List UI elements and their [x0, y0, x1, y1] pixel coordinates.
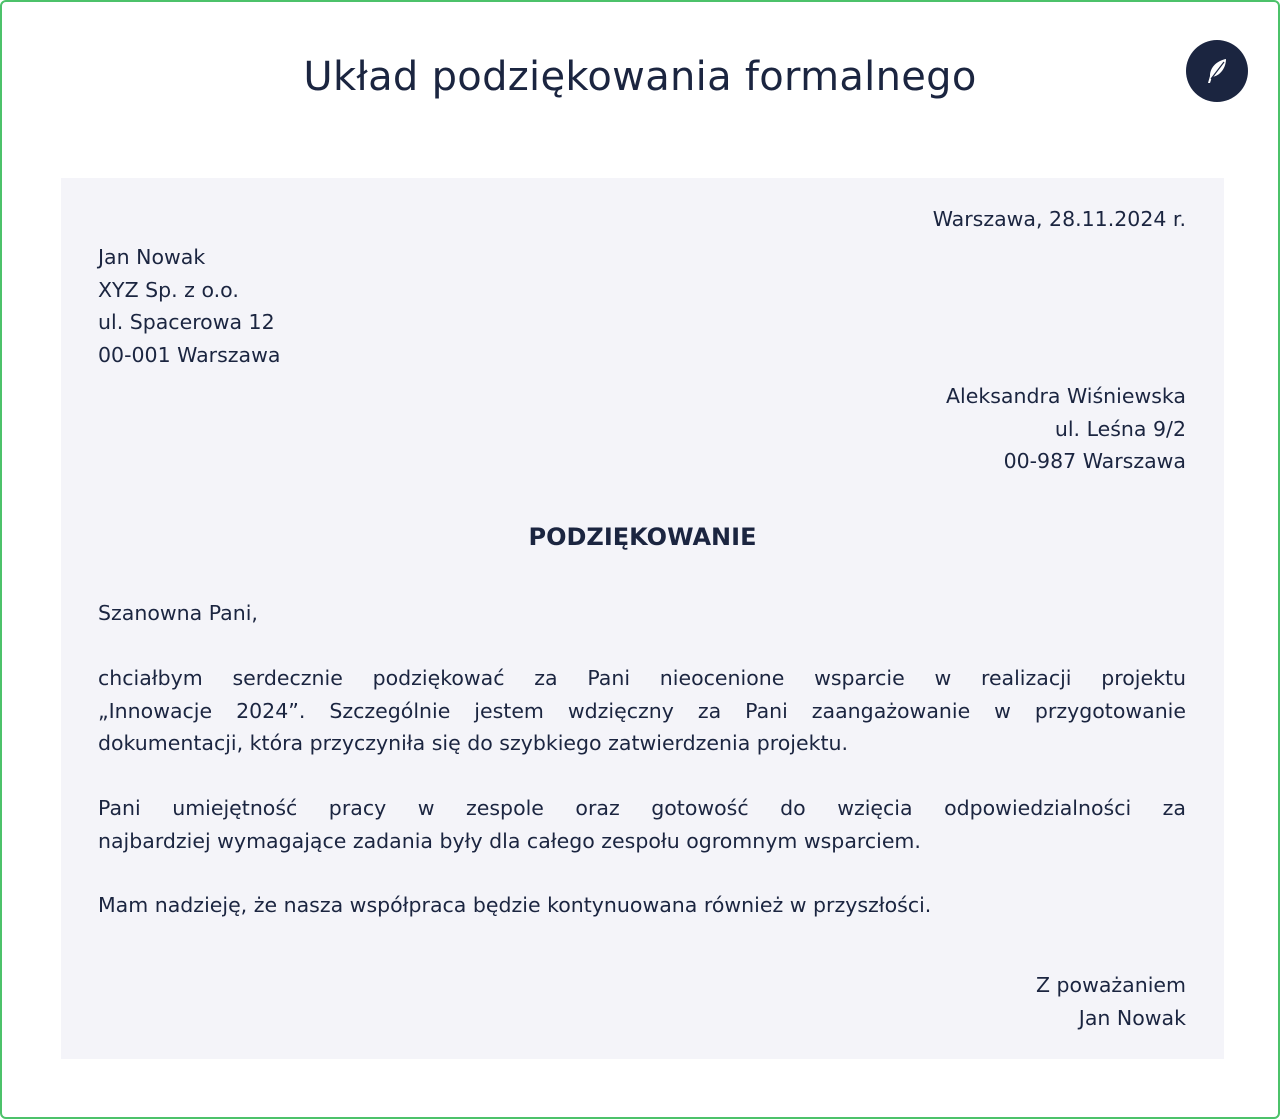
paragraph-line: chciałbym serdecznie podziękować za Pani nieocenione wsparcie w realizacji projektu [98, 666, 1186, 690]
closing: Z poważaniem [1035, 973, 1186, 997]
paragraph-line: Pani umiejętność pracy w zespole oraz gotowość do wzięcia odpowiedzialności za [98, 796, 1186, 820]
paragraph-line: Mam nadzieję, że nasza współpraca będzie kontynuowana również w przyszłości. [98, 893, 932, 917]
feather-quill-icon [1186, 40, 1248, 102]
sender-city: 00-001 Warszawa [98, 342, 281, 367]
recipient-street: ul. Leśna 9/2 [1054, 416, 1186, 441]
letter-panel [61, 178, 1224, 1059]
salutation: Szanowna Pani, [98, 601, 258, 625]
paragraph-2 [98, 792, 1186, 857]
page-title: Układ podziękowania formalnego [303, 54, 977, 100]
signature: Jan Nowak [1078, 1005, 1186, 1030]
sender-street: ul. Spacerowa 12 [98, 310, 275, 334]
letter-heading: PODZIĘKOWANIE [528, 523, 757, 551]
recipient-name: Aleksandra Wiśniewska [946, 384, 1186, 408]
recipient-city: 00-987 Warszawa [1003, 449, 1186, 473]
sender-company: XYZ Sp. z o.o. [98, 277, 239, 302]
paragraph-line: najbardziej wymagające zadania były dla całego zespołu ogromnym wsparciem. [98, 828, 921, 853]
sender-name: Jan Nowak [98, 245, 206, 269]
letter-date: Warszawa, 28.11.2024 r. [932, 207, 1186, 231]
paragraph-1 [98, 662, 1186, 760]
paragraph-3 [98, 889, 1186, 922]
paragraph-line: dokumentacji, która przyczyniła się do szybkiego zatwierdzenia projektu. [98, 731, 849, 755]
paragraph-line: „Innowacje 2024”. Szczególnie jestem wdzięczny za Pani zaangażowanie w przygotowanie [98, 698, 1186, 723]
